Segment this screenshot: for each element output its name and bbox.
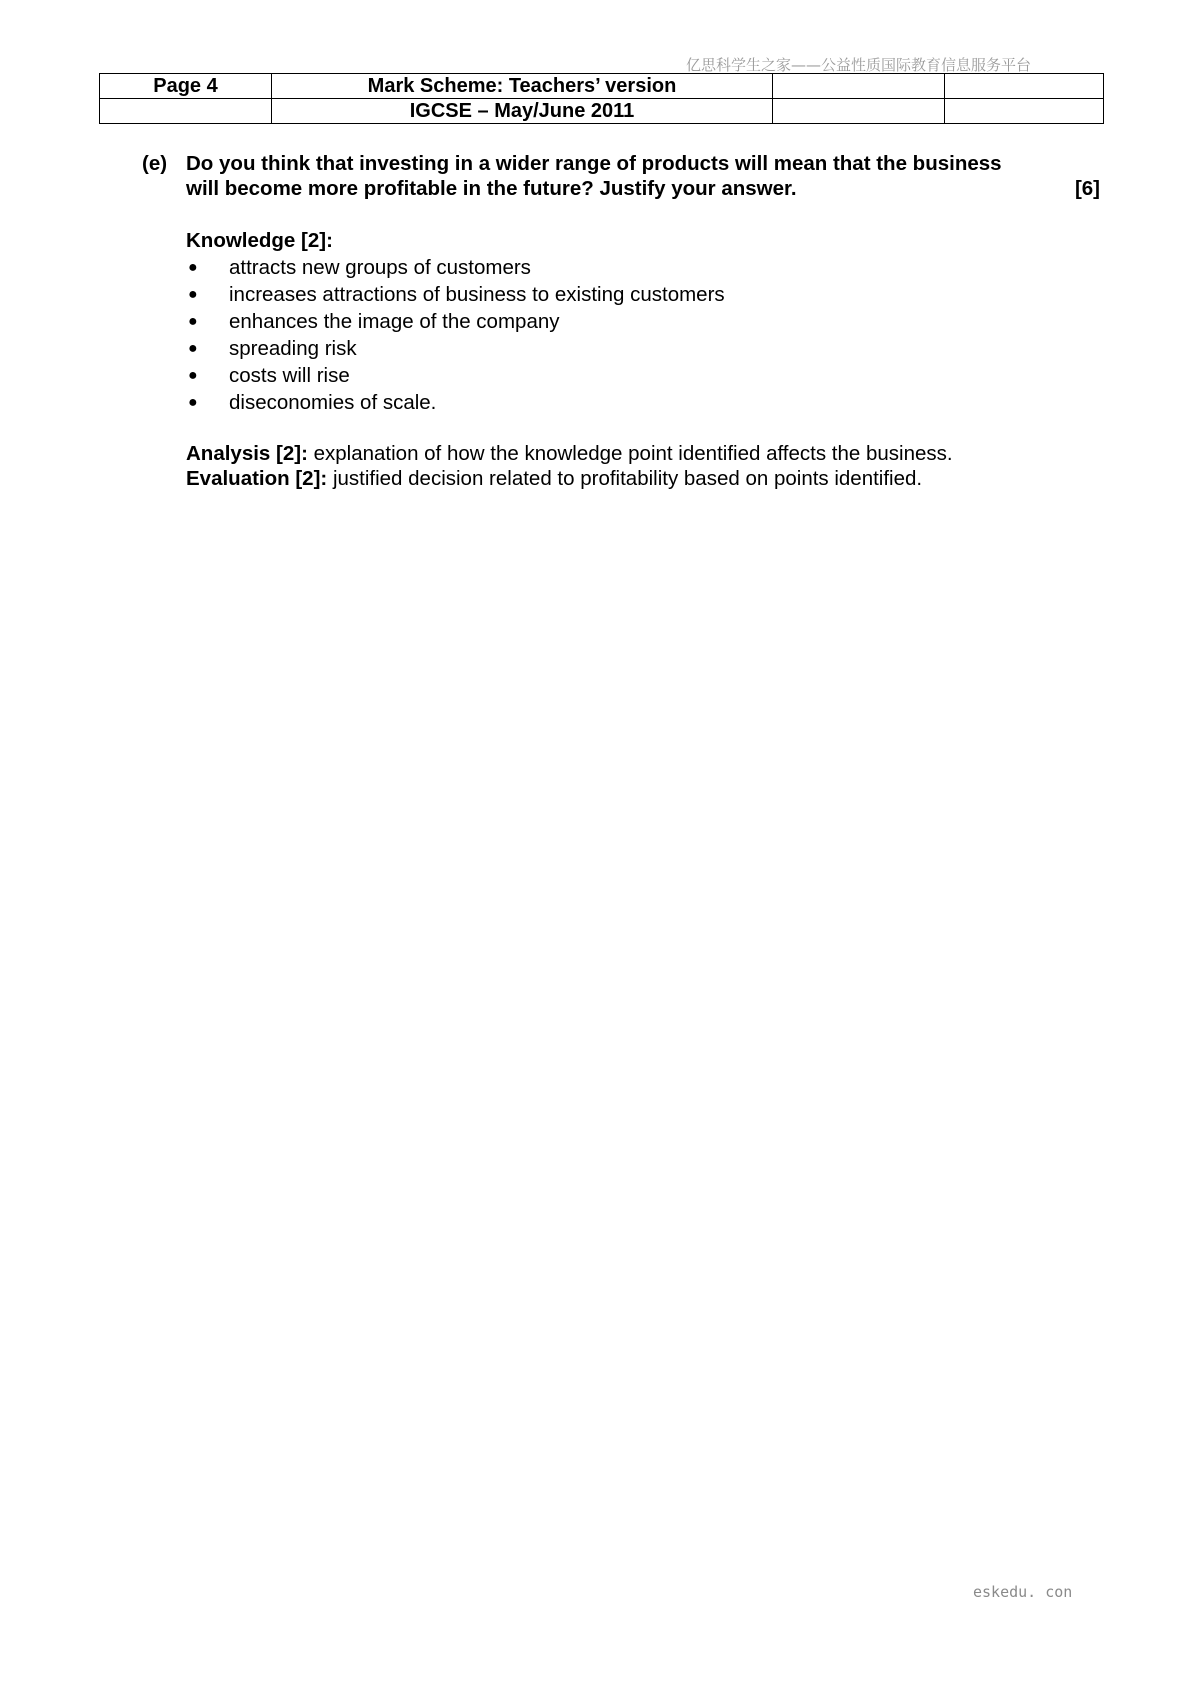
document-title: Mark Scheme: Teachers’ version <box>272 74 773 99</box>
bullet-icon: ● <box>188 340 198 357</box>
analysis-line <box>186 441 953 466</box>
list-item-text: spreading risk <box>229 337 357 360</box>
list-item-text: increases attractions of business to existing customers <box>229 283 725 306</box>
knowledge-list <box>186 254 725 416</box>
question-marks: [6] <box>1074 177 1100 200</box>
bullet-icon: ● <box>188 286 198 303</box>
bullet-icon: ● <box>188 394 198 411</box>
empty-cell <box>773 99 945 124</box>
header-table <box>99 73 1104 124</box>
list-item <box>186 281 725 308</box>
question-line-2: will become more profitable in the future? Justify your answer. <box>186 177 797 200</box>
watermark-bottom: eskedu. con <box>973 1583 1073 1601</box>
empty-cell <box>773 74 945 99</box>
page-number: Page 4 <box>100 74 272 99</box>
analysis-text: explanation of how the knowledge point identified affects the business. <box>307 442 953 465</box>
empty-cell <box>945 74 1104 99</box>
list-item-text: attracts new groups of customers <box>229 256 531 279</box>
list-item <box>186 254 725 281</box>
analysis-label: Analysis [2]: <box>186 442 308 465</box>
list-item <box>186 362 725 389</box>
evaluation-line <box>186 466 922 491</box>
bullet-icon: ● <box>188 367 198 384</box>
empty-cell <box>100 99 272 124</box>
header-row-1 <box>100 74 1104 99</box>
question-label: (e) <box>142 152 168 175</box>
list-item <box>186 335 725 362</box>
list-item <box>186 389 725 416</box>
list-item-text: costs will rise <box>229 364 350 387</box>
evaluation-label: Evaluation [2]: <box>186 467 328 490</box>
document-subtitle: IGCSE – May/June 2011 <box>272 99 773 124</box>
knowledge-heading: Knowledge [2]: <box>186 229 333 252</box>
list-item <box>186 308 725 335</box>
watermark-top: 亿思科学生之家——公益性质国际教育信息服务平台 <box>686 56 1032 74</box>
evaluation-text: justified decision related to profitability based on points identified. <box>327 467 923 490</box>
question-line-1: Do you think that investing in a wider range of products will mean that the business <box>186 152 1002 175</box>
header-row-2 <box>100 99 1104 124</box>
list-item-text: enhances the image of the company <box>229 310 560 333</box>
list-item-text: diseconomies of scale. <box>229 391 437 414</box>
bullet-icon: ● <box>188 259 198 276</box>
empty-cell <box>945 99 1104 124</box>
bullet-icon: ● <box>188 313 198 330</box>
